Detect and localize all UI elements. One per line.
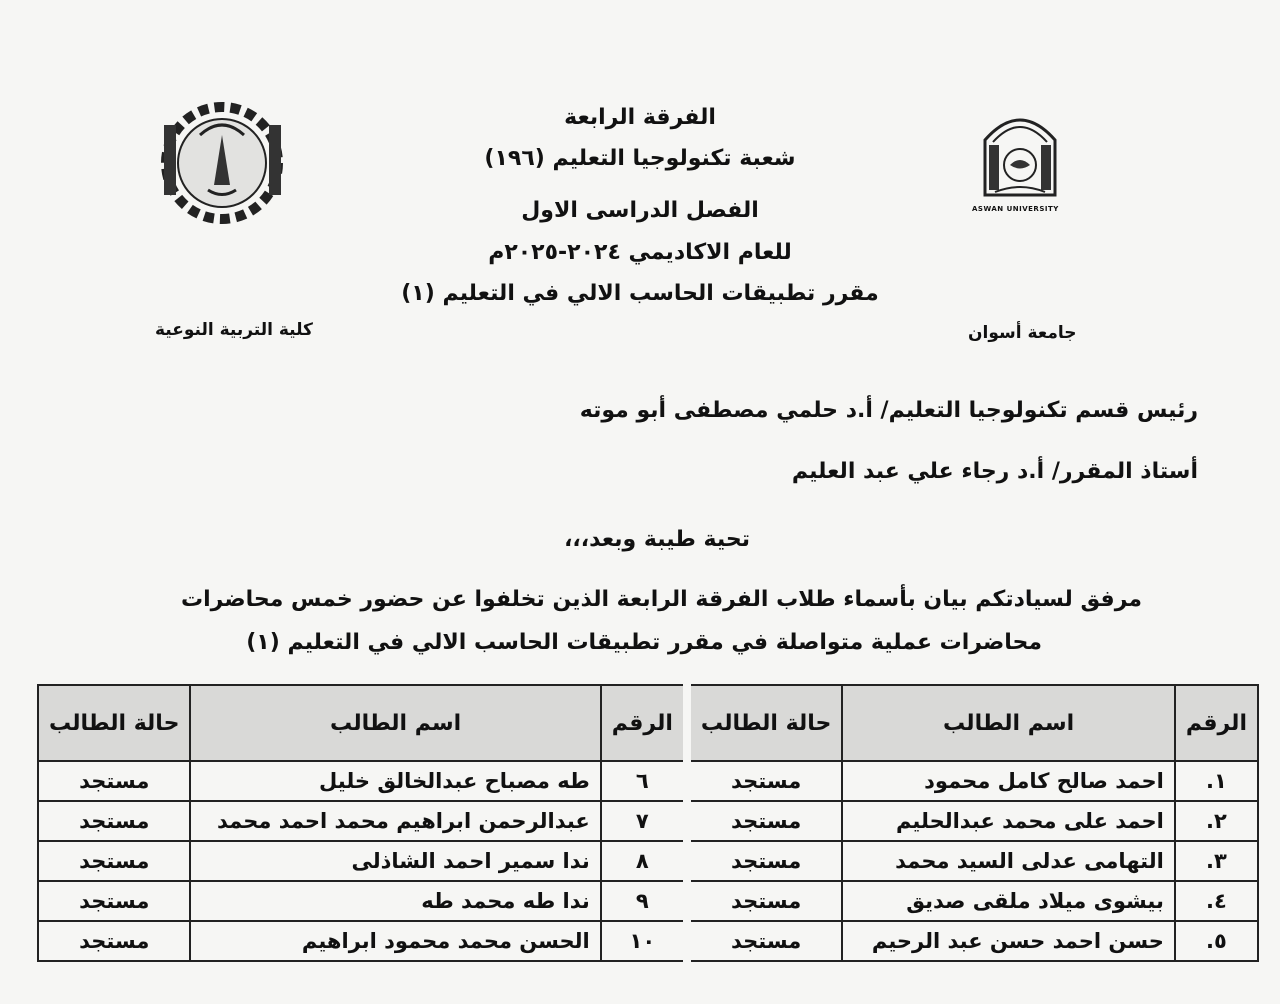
course-professor-line: أستاذ المقرر/ أ.د رجاء علي عبد العليم bbox=[791, 459, 1198, 484]
student-number: ١٠ bbox=[601, 921, 687, 961]
student-status: مستجد bbox=[38, 801, 190, 841]
header-number: الرقم bbox=[1175, 685, 1258, 761]
faculty-logo bbox=[150, 95, 295, 230]
header-student-name: اسم الطالب bbox=[190, 685, 600, 761]
student-status: مستجد bbox=[38, 841, 190, 881]
student-number: ٦ bbox=[601, 761, 687, 801]
table-row bbox=[38, 761, 1258, 801]
student-number: ٢. bbox=[1175, 801, 1258, 841]
table-row bbox=[38, 841, 1258, 881]
student-number: ٣. bbox=[1175, 841, 1258, 881]
student-status: مستجد bbox=[38, 921, 190, 961]
student-name: الحسن محمد محمود ابراهيم bbox=[190, 921, 600, 961]
student-status: مستجد bbox=[687, 841, 842, 881]
table-row bbox=[38, 881, 1258, 921]
student-status: مستجد bbox=[687, 761, 842, 801]
header-student-name: اسم الطالب bbox=[842, 685, 1175, 761]
student-status: مستجد bbox=[687, 801, 842, 841]
title-level: الفرقة الرابعة bbox=[564, 105, 716, 130]
table-header-row bbox=[38, 685, 1258, 761]
student-name: عبدالرحمن ابراهيم محمد احمد محمد bbox=[190, 801, 600, 841]
aswan-university-logo bbox=[975, 100, 1065, 210]
header-number: الرقم bbox=[601, 685, 687, 761]
student-number: ٧ bbox=[601, 801, 687, 841]
student-name: احمد على محمد عبدالحليم bbox=[842, 801, 1175, 841]
faculty-label: كلية التربية النوعية bbox=[155, 320, 313, 340]
student-name: ندا طه محمد طه bbox=[190, 881, 600, 921]
student-name: طه مصباح عبدالخالق خليل bbox=[190, 761, 600, 801]
title-department: شعبة تكنولوجيا التعليم (١٩٦) bbox=[484, 146, 796, 171]
student-number: ١. bbox=[1175, 761, 1258, 801]
student-number: ٤. bbox=[1175, 881, 1258, 921]
student-name: ندا سمير احمد الشاذلى bbox=[190, 841, 600, 881]
student-name: احمد صالح كامل محمود bbox=[842, 761, 1175, 801]
student-number: ٨ bbox=[601, 841, 687, 881]
header-student-status: حالة الطالب bbox=[38, 685, 190, 761]
student-name: حسن احمد حسن عبد الرحيم bbox=[842, 921, 1175, 961]
student-number: ٥. bbox=[1175, 921, 1258, 961]
student-status: مستجد bbox=[687, 921, 842, 961]
table-row bbox=[38, 801, 1258, 841]
department-head-line: رئيس قسم تكنولوجيا التعليم/ أ.د حلمي مصطفى أبو موته bbox=[579, 398, 1198, 423]
title-course: مقرر تطبيقات الحاسب الالي في التعليم (١) bbox=[401, 281, 879, 306]
student-status: مستجد bbox=[687, 881, 842, 921]
table-row bbox=[38, 921, 1258, 961]
aswan-logo-caption: ASWAN UNIVERSITY bbox=[972, 205, 1059, 213]
university-label: جامعة أسوان bbox=[968, 323, 1077, 343]
greeting-line: تحية طيبة وبعد،،، bbox=[564, 527, 750, 552]
student-status: مستجد bbox=[38, 881, 190, 921]
header-student-status: حالة الطالب bbox=[687, 685, 842, 761]
student-number: ٩ bbox=[601, 881, 687, 921]
student-name: التهامى عدلى السيد محمد bbox=[842, 841, 1175, 881]
title-semester: الفصل الدراسى الاول bbox=[521, 198, 759, 223]
message-line-1: مرفق لسيادتكم بيان بأسماء طلاب الفرقة الرابعة الذين تخلفوا عن حضور خمس محاضرات bbox=[181, 587, 1142, 612]
student-name: بيشوى ميلاد ملقى صديق bbox=[842, 881, 1175, 921]
title-academic-year: للعام الاكاديمي ٢٠٢٤-٢٠٢٥م bbox=[488, 240, 792, 265]
absence-table bbox=[37, 684, 1259, 962]
student-status: مستجد bbox=[38, 761, 190, 801]
message-line-2: محاضرات عملية متواصلة في مقرر تطبيقات الحاسب الالي في التعليم (١) bbox=[246, 630, 1042, 655]
